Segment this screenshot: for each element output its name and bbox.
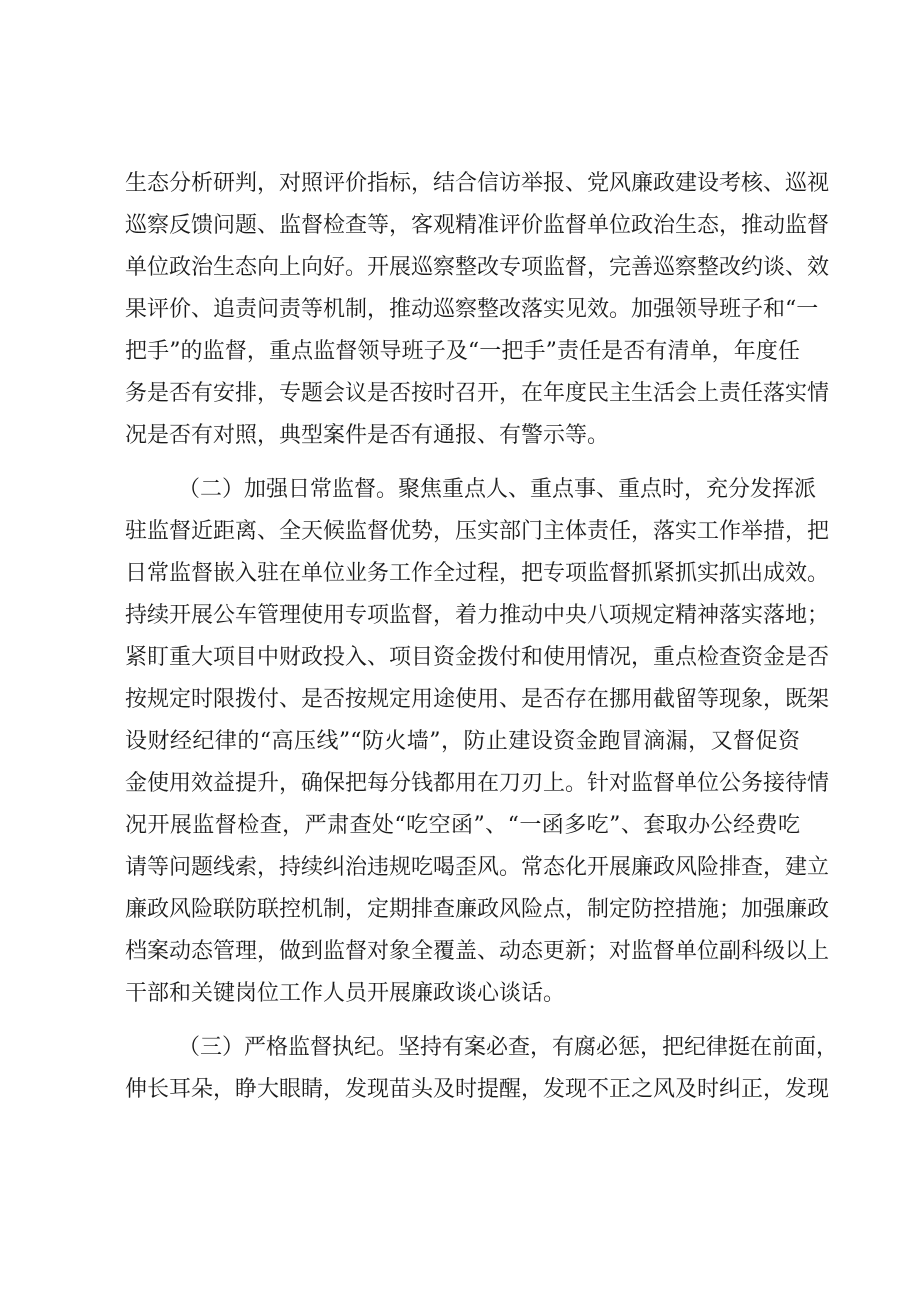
text-line: 请等问题线索，持续纠治违规吃喝歪风。常态化开展廉政风险排查，建立 bbox=[125, 855, 830, 880]
text-line: （三）严格监督执纪。坚持有案必查，有腐必惩，把纪律挺在前面， bbox=[178, 1035, 839, 1060]
text-line: 伸长耳朵，睁大眼睛，发现苗头及时提醒，发现不正之风及时纠正，发现 bbox=[125, 1077, 830, 1102]
text-line: 果评价、追责问责等机制，推动巡察整改落实见效。加强领导班子和“一 bbox=[125, 297, 819, 322]
text-line: 单位政治生态向上向好。开展巡察整改专项监督，完善巡察整改约谈、效 bbox=[125, 255, 830, 280]
text-line: 日常监督嵌入驻在单位业务工作全过程，把专项监督抓紧抓实抓出成效。 bbox=[125, 561, 830, 586]
text-line: 紧盯重大项目中财政投入、项目资金拨付和使用情况，重点检查资金是否 bbox=[125, 645, 830, 670]
text-line: 况开展监督检查，严肃查处“吃空函”、“一函多吃”、套取办公经费吃 bbox=[125, 813, 800, 838]
text-line: 务是否有安排，专题会议是否按时召开，在年度民主生活会上责任落实情 bbox=[125, 381, 830, 406]
text-line: 廉政风险联防联控机制，定期排查廉政风险点，制定防控措施；加强廉政 bbox=[125, 897, 830, 922]
text-line: 持续开展公车管理使用专项监督，着力推动中央八项规定精神落实落地； bbox=[125, 603, 830, 628]
text-line: 按规定时限拨付、是否按规定用途使用、是否存在挪用截留等现象，既架 bbox=[125, 687, 830, 712]
text-line: 把手”的监督，重点监督领导班子及“一把手”责任是否有清单，年度任 bbox=[125, 339, 800, 364]
text-line: 巡察反馈问题、监督检查等，客观精准评价监督单位政治生态，推动监督 bbox=[125, 213, 830, 238]
text-line: 金使用效益提升，确保把每分钱都用在刀刃上。针对监督单位公务接待情 bbox=[125, 771, 830, 796]
text-line: 生态分析研判，对照评价指标，结合信访举报、党风廉政建设考核、巡视 bbox=[125, 171, 830, 196]
text-line: 干部和关键岗位工作人员开展廉政谈心谈话。 bbox=[125, 981, 566, 1006]
text-line: （二）加强日常监督。聚焦重点人、重点事、重点时，充分发挥派 bbox=[178, 477, 817, 502]
text-line: 驻监督近距离、全天候监督优势，压实部门主体责任，落实工作举措，把 bbox=[125, 519, 830, 544]
text-line: 设财经纪律的“高压线”“防火墙”，防止建设资金跑冒滴漏，又督促资 bbox=[125, 729, 800, 754]
text-line: 档案动态管理，做到监督对象全覆盖、动态更新；对监督单位副科级以上 bbox=[125, 939, 830, 964]
text-line: 况是否有对照，典型案件是否有通报、有警示等。 bbox=[125, 423, 610, 448]
